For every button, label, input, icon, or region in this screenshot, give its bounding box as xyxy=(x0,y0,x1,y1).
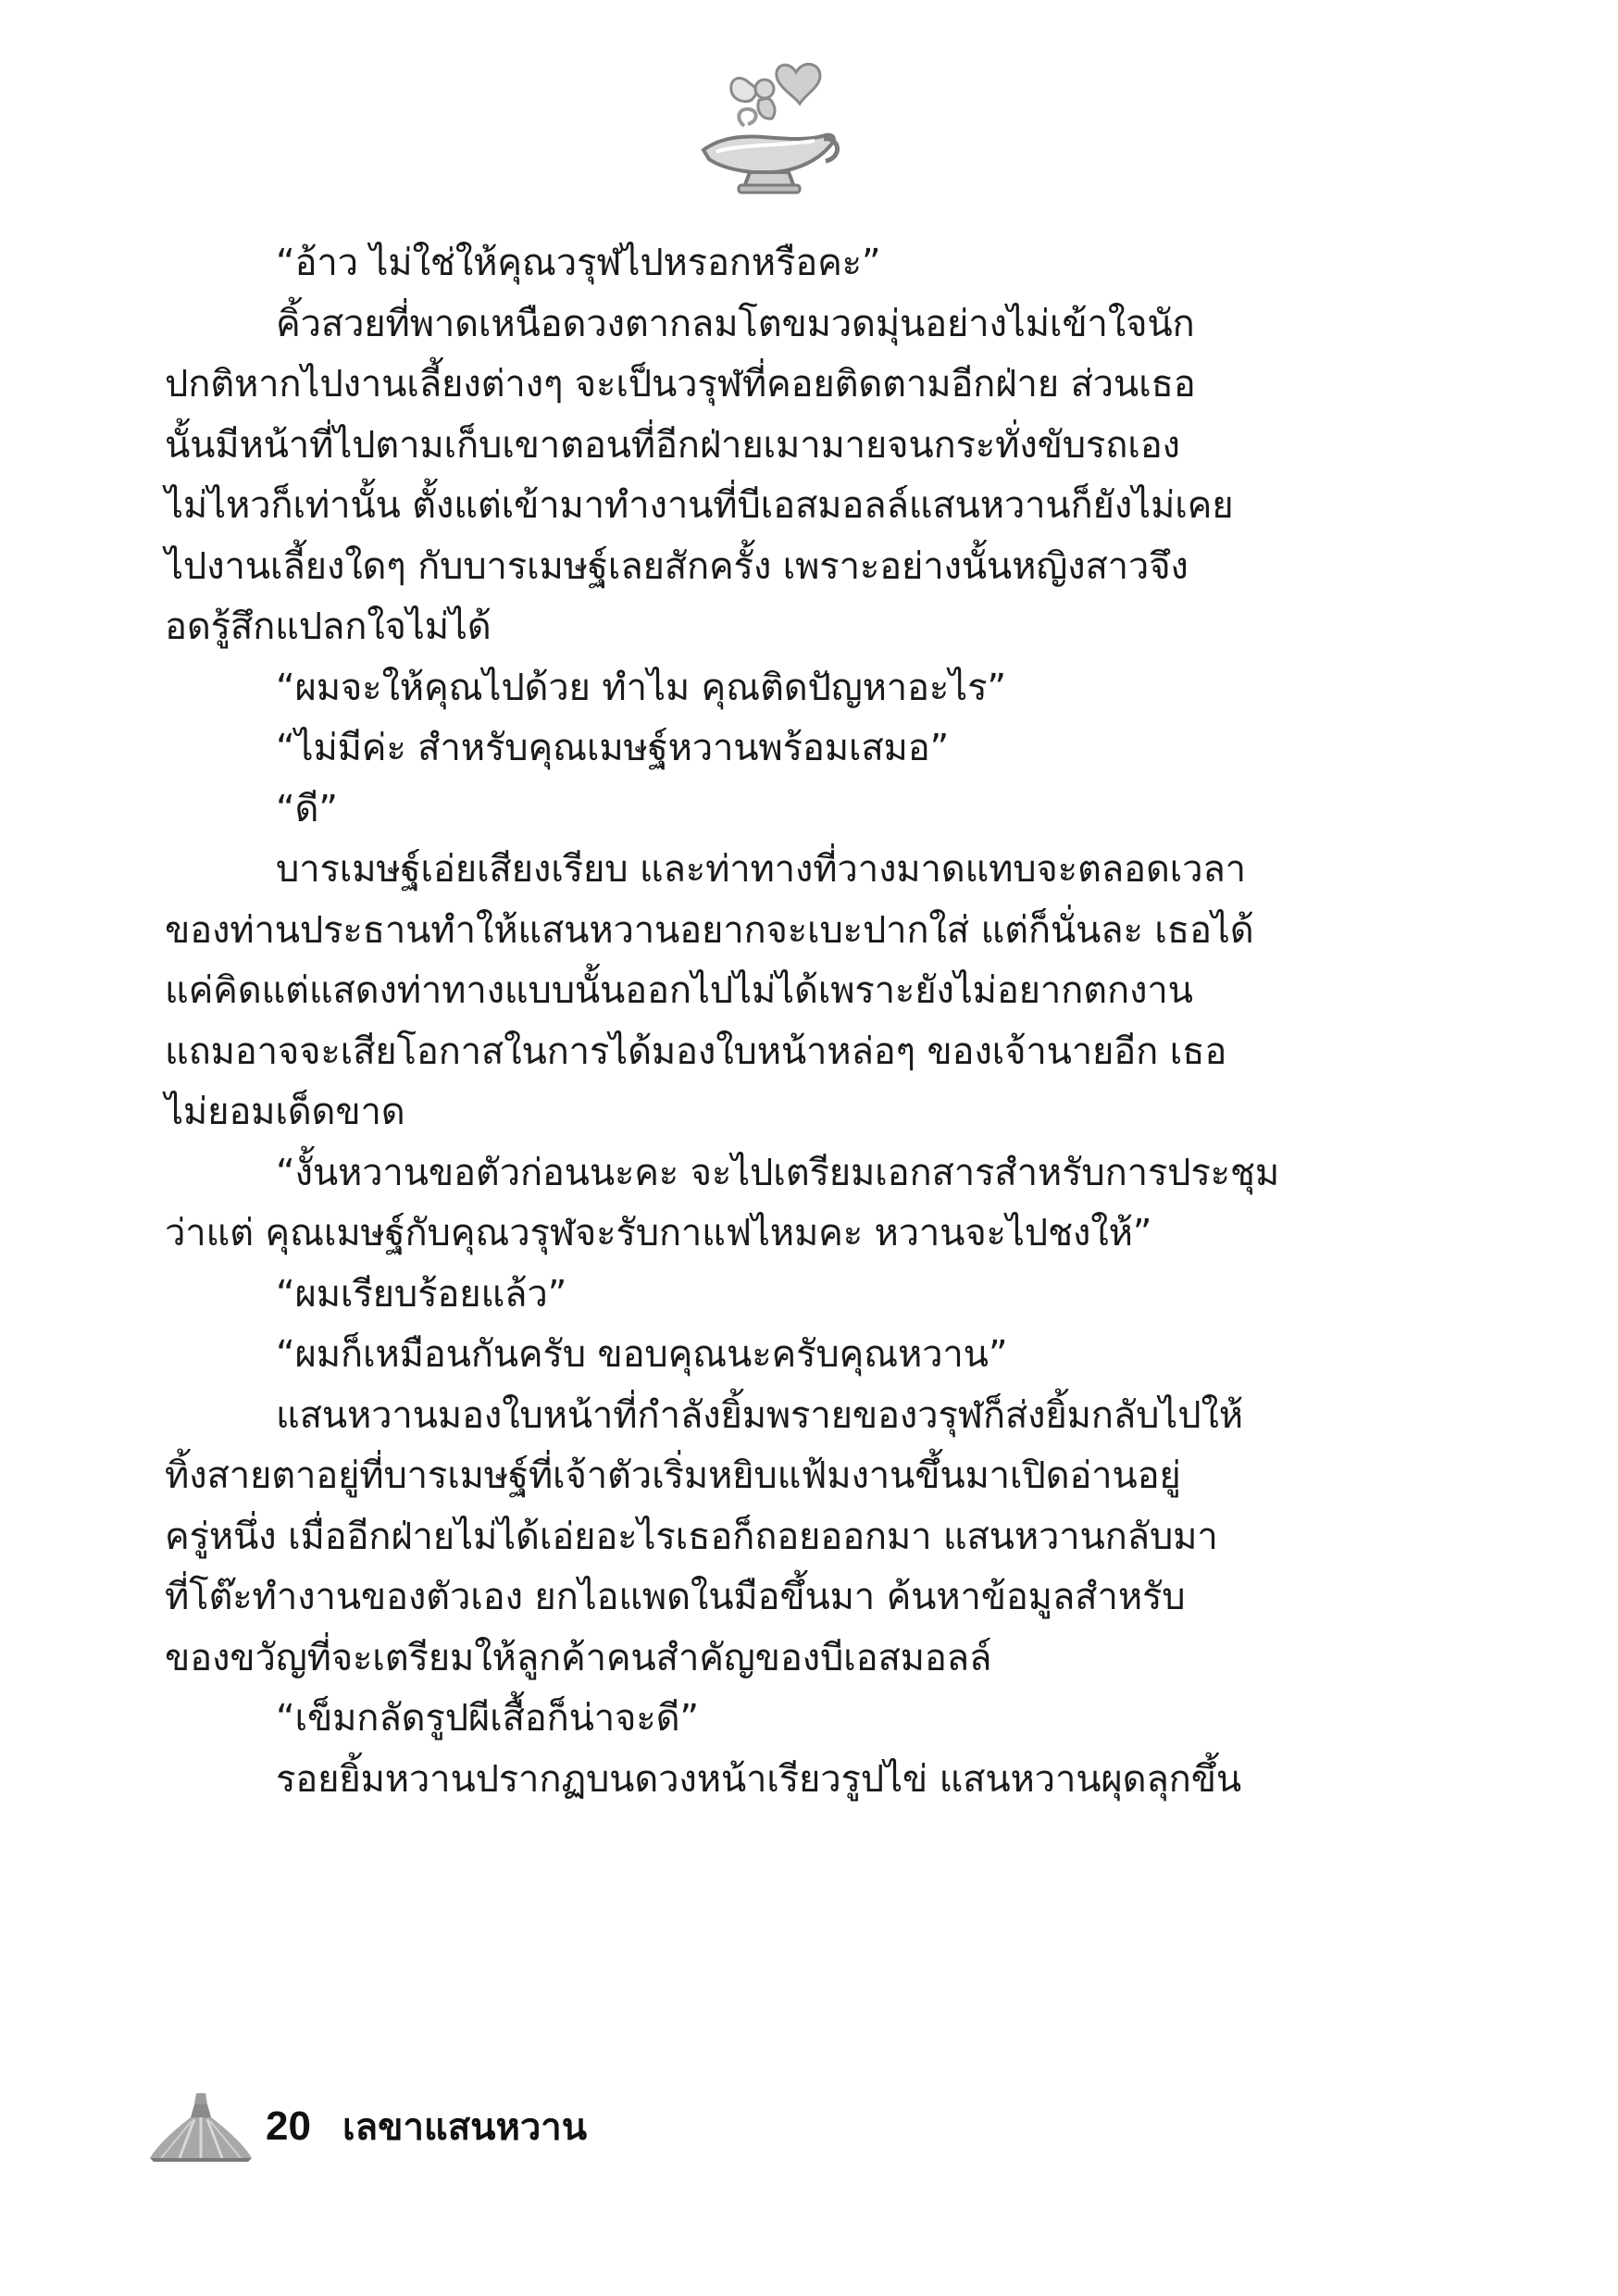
text-line: “ผมเรียบร้อยแล้ว” xyxy=(276,1272,567,1316)
text-line: ไม่ไหวก็เท่านั้น ตั้งแต่เข้ามาทำงานที่บีเอสมอลล์แสนหวานก็ยังไม่เคย xyxy=(165,484,1234,527)
text-line: นั้นมีหน้าที่ไปตามเก็บเขาตอนที่อีกฝ่ายเมามายจนกระทั่งขับรถเอง xyxy=(165,423,1180,467)
text-line: แสนหวานมองใบหน้าที่กำลังยิ้มพรายของวรุฬก็ส่งยิ้มกลับไปให้ xyxy=(276,1393,1243,1437)
page-number: 20 xyxy=(266,2103,311,2149)
text-line: ไม่ยอมเด็ดขาด xyxy=(165,1091,405,1133)
page-footer xyxy=(148,2085,587,2168)
text-line: “ผมจะให้คุณไปด้วย ทำไม คุณติดปัญหาอะไร” xyxy=(276,666,1006,709)
text-line: แถมอาจจะเสียโอกาสในการได้มองใบหน้าหล่อๆ ของเจ้านายอีก เธอ xyxy=(165,1029,1227,1073)
text-line: อดรู้สึกแปลกใจไม่ได้ xyxy=(165,605,492,648)
text-line: รอยยิ้มหวานปรากฏบนดวงหน้าเรียวรูปไข่ แสนหวานผุดลุกขึ้น xyxy=(276,1757,1241,1801)
text-line: คิ้วสวยที่พาดเหนือดวงตากลมโตขมวดมุ่นอย่างไม่เข้าใจนัก xyxy=(276,302,1195,345)
text-line: แค่คิดแต่แสดงท่าทางแบบนั้นออกไปไม่ได้เพราะยังไม่อยากตกงาน xyxy=(165,969,1193,1012)
text-line: “อ้าว ไม่ใช่ให้คุณวรุฬไปหรอกหรือคะ” xyxy=(276,242,881,284)
book-title: เลขาแสนหวาน xyxy=(342,2106,588,2149)
body-text xyxy=(165,233,1350,1810)
text-line: “เข็มกลัดรูปผีเสื้อก็น่าจะดี” xyxy=(276,1697,699,1740)
text-line: ไปงานเลี้ยงใดๆ กับบารเมษฐ์เลยสักครั้ง เพราะอย่างนั้นหญิงสาวจึง xyxy=(165,544,1189,588)
text-line: ที่โต๊ะทำงานของตัวเอง ยกไอแพดในมือขึ้นมา ค้นหาข้อมูลสำหรับ xyxy=(165,1576,1186,1618)
text-line: ของท่านประธานทำให้แสนหวานอยากจะเบะปากใส่ แต่ก็นั่นละ เธอได้ xyxy=(165,908,1254,952)
text-line: ปกติหากไปงานเลี้ยงต่างๆ จะเป็นวรุฬที่คอยติดตามอีกฝ่าย ส่วนเธอ xyxy=(165,363,1196,406)
teapot-cupid-icon xyxy=(685,46,842,204)
text-line: ทิ้งสายตาอยู่ที่บารเมษฐ์ที่เจ้าตัวเริ่มหยิบแฟ้มงานขึ้นมาเปิดอ่านอยู่ xyxy=(165,1454,1181,1497)
text-line: ว่าแต่ คุณเมษฐ์กับคุณวรุฬจะรับกาแฟไหมคะ หวานจะไปชงให้” xyxy=(165,1212,1152,1254)
text-line: “ผมก็เหมือนกันครับ ขอบคุณนะครับคุณหวาน” xyxy=(276,1333,1008,1376)
text-line: “ไม่มีค่ะ สำหรับคุณเมษฐ์หวานพร้อมเสมอ” xyxy=(276,727,950,769)
text-line: ของขวัญที่จะเตรียมให้ลูกค้าคนสำคัญของบีเอสมอลล์ xyxy=(165,1636,992,1679)
text-line: “งั้นหวานขอตัวก่อนนะคะ จะไปเตรียมเอกสารสำหรับการประชุม xyxy=(276,1151,1280,1194)
text-line: ครู่หนึ่ง เมื่ออีกฝ่ายไม่ได้เอ่ยอะไรเธอก็ถอยออกมา แสนหวานกลับมา xyxy=(165,1515,1218,1558)
text-line: บารเมษฐ์เอ่ยเสียงเรียบ และท่าทางที่วางมาดแทบจะตลอดเวลา xyxy=(276,848,1246,891)
dress-icon xyxy=(148,2090,255,2164)
text-line: “ดี” xyxy=(276,787,338,830)
